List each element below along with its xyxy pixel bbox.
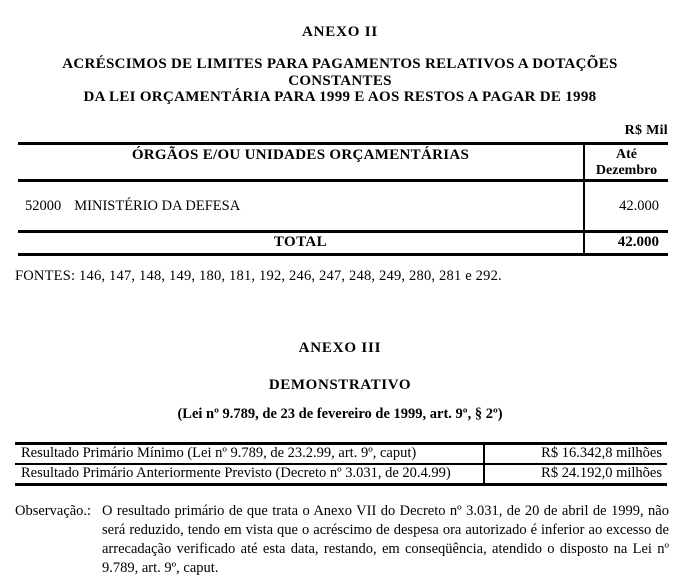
heading-line-2: CONSTANTES [288, 72, 392, 89]
table-header-row [18, 142, 668, 182]
budget-limits-table [18, 142, 668, 256]
heading-line-1: ACRÉSCIMOS DE LIMITES PARA PAGAMENTOS RELATIVOS A DOTAÇÕES [62, 56, 618, 72]
anexo2-heading [0, 56, 680, 106]
org-cell [18, 182, 583, 230]
law-reference: (Lei nº 9.789, de 23 de fevereiro de 1999, art. 9º, § 2º) [177, 406, 503, 422]
total-label: TOTAL [273, 234, 328, 250]
period-column-header [583, 145, 668, 179]
result-value: R$ 24.192,0 milhões [483, 465, 667, 483]
result-value: R$ 16.342,8 milhões [483, 445, 667, 463]
org-column-header: ÓRGÃOS E/OU UNIDADES ORÇAMENTÁRIAS [131, 147, 470, 163]
anexo2-title: ANEXO II [302, 24, 378, 40]
total-value: 42.000 [583, 233, 668, 253]
fontes-note: FONTES: 146, 147, 148, 149, 180, 181, 192, 246, 247, 248, 249, 280, 281 e 292. [15, 268, 502, 284]
observation-text: O resultado primário de que trata o Anexo VII do Decreto nº 3.031, de 20 de abril de 1999, não será reduzido, tendo em vista que o acréscimo de despesa ora autorizado é inferior ao excesso de arrecadação verificado até esta data, restando, em conseqüência, atendido o disposto na Lei nº 9.789, art. 9º, caput. [102, 503, 669, 576]
total-row [18, 230, 668, 256]
anexo3-title: ANEXO III [298, 340, 382, 356]
anexo3-subtitle: DEMONSTRATIVO [268, 377, 412, 393]
result-label: Resultado Primário Anteriormente Previsto (Decreto nº 3.031, de 20.4.99) [21, 465, 451, 481]
heading-line-3: DA LEI ORÇAMENTÁRIA PARA 1999 E AOS RESTOS A PAGAR DE 1998 [83, 89, 597, 105]
result-row [15, 465, 667, 483]
result-label: Resultado Primário Mínimo (Lei nº 9.789, de 23.2.99, art. 9º, caput) [21, 445, 417, 461]
table-row [18, 182, 668, 230]
result-row [15, 445, 667, 465]
observation-block [15, 502, 669, 578]
period-header-line-2: Dezembro [595, 163, 658, 178]
org-code: 52000 [25, 197, 62, 214]
currency-unit-label: R$ Mil [624, 123, 668, 138]
row-value: 42.000 [583, 182, 668, 230]
period-header-line-1: Até [616, 147, 637, 162]
observation-label: Observação.: [15, 503, 92, 519]
primary-result-table [15, 442, 667, 486]
org-name: MINISTÉRIO DA DEFESA [74, 197, 241, 214]
